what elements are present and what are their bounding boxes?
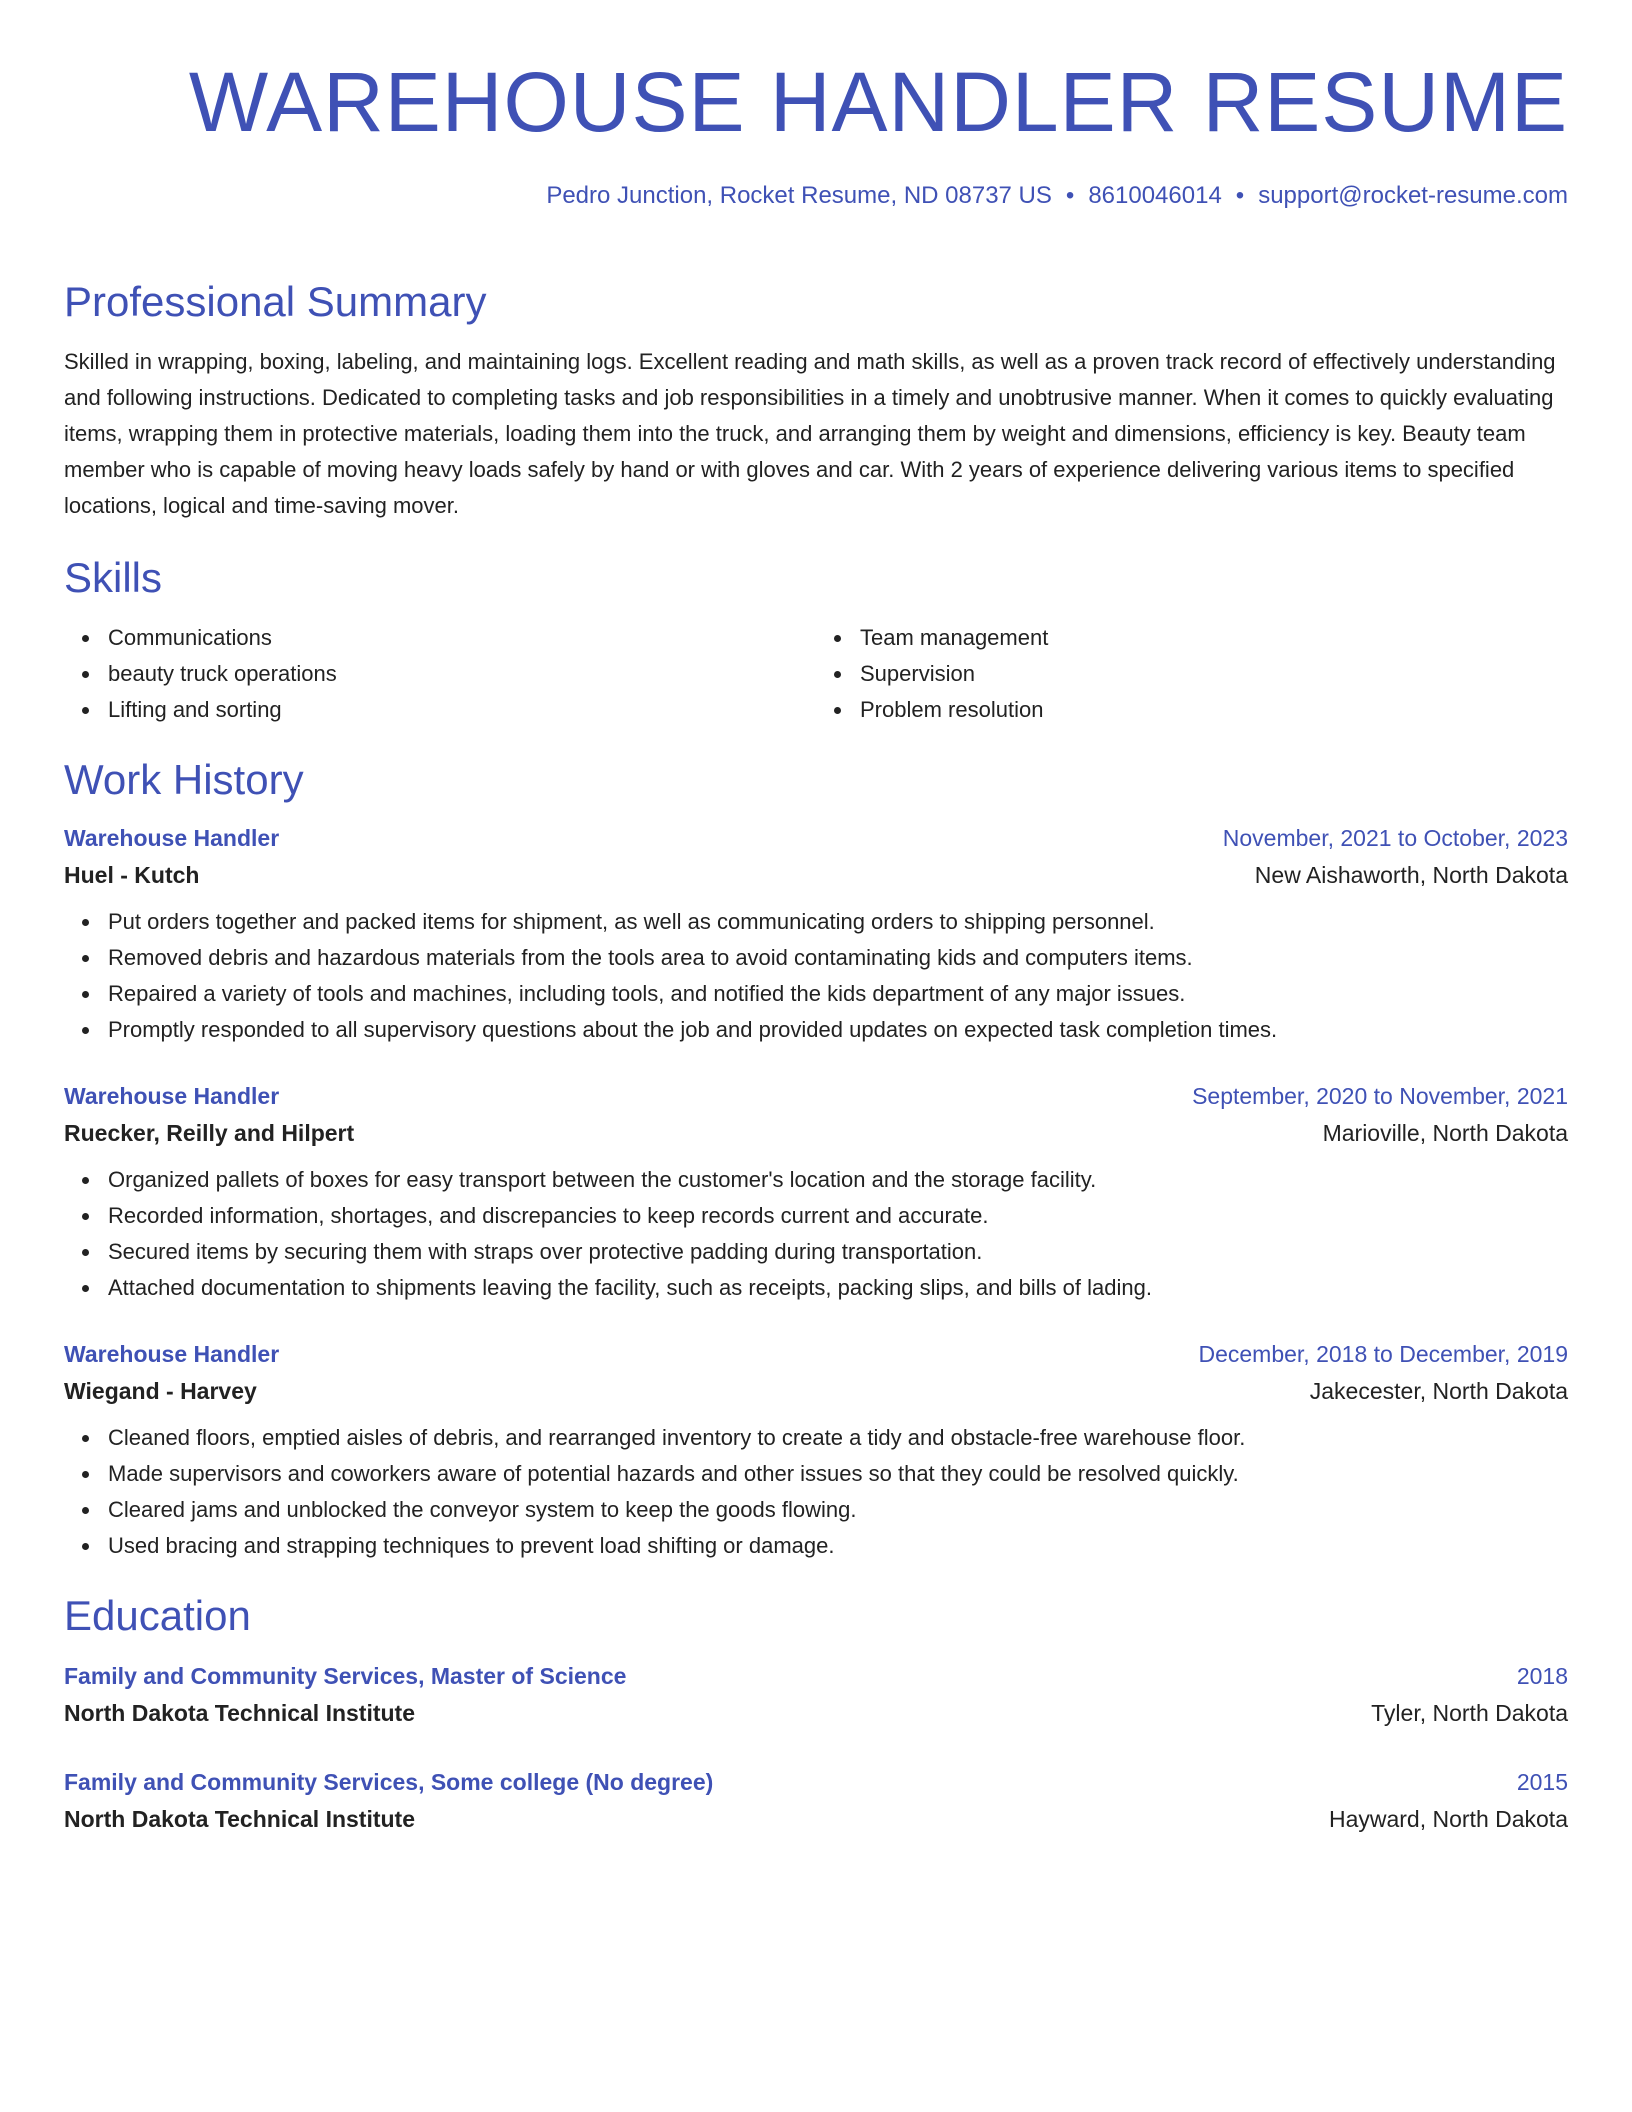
skill-item: Team management (860, 620, 1568, 656)
job-location: Marioville, North Dakota (1322, 1120, 1568, 1146)
skill-item: Lifting and sorting (108, 692, 816, 728)
job-title: Warehouse Handler (64, 1341, 280, 1367)
job-entry (64, 1336, 1568, 1564)
job-company-row (64, 1372, 1568, 1410)
summary-section (64, 276, 1568, 524)
contact-separator: • (1065, 182, 1075, 209)
job-bullet: Promptly responded to all supervisory questions about the job and provided updates on expected task completion times. (108, 1012, 1568, 1048)
contact-address: Pedro Junction, Rocket Resume, ND 08737 US (546, 182, 1052, 209)
skills-columns (64, 620, 1568, 728)
job-company: Wiegand - Harvey (64, 1378, 257, 1404)
education-section (64, 1590, 1568, 1838)
job-company-row (64, 1114, 1568, 1152)
job-bullets (64, 1162, 1568, 1306)
education-school: North Dakota Technical Institute (64, 1806, 416, 1832)
education-school-row (64, 1800, 1568, 1838)
skills-list-right (816, 620, 1568, 728)
job-location: Jakecester, North Dakota (1309, 1378, 1568, 1404)
job-dates: December, 2018 to December, 2019 (1198, 1341, 1568, 1367)
summary-heading: Professional Summary (64, 278, 487, 325)
job-company: Huel - Kutch (64, 862, 200, 888)
education-header-row (64, 1658, 1568, 1694)
education-year: 2018 (1516, 1663, 1568, 1689)
contact-line (546, 180, 1568, 212)
job-bullet: Repaired a variety of tools and machines, including tools, and notified the kids department of any major issues. (108, 976, 1568, 1012)
job-title: Warehouse Handler (64, 1083, 280, 1109)
education-heading: Education (64, 1592, 251, 1639)
job-header-row (64, 1078, 1568, 1114)
job-dates: November, 2021 to October, 2023 (1222, 825, 1568, 851)
job-header-row (64, 820, 1568, 856)
contact-email[interactable]: support@rocket-resume.com (1258, 182, 1568, 209)
skills-section (64, 552, 1568, 728)
education-location: Hayward, North Dakota (1328, 1806, 1568, 1832)
job-bullet: Secured items by securing them with straps over protective padding during transportation. (108, 1234, 1568, 1270)
job-entry (64, 820, 1568, 1048)
contact-phone: 8610046014 (1088, 182, 1222, 209)
education-school: North Dakota Technical Institute (64, 1700, 416, 1726)
job-bullet: Cleaned floors, emptied aisles of debris, and rearranged inventory to create a tidy and obstacle-free warehouse floor. (108, 1420, 1568, 1456)
job-bullet: Used bracing and strapping techniques to prevent load shifting or damage. (108, 1528, 1568, 1564)
job-title: Warehouse Handler (64, 825, 280, 851)
education-degree: Family and Community Services, Some college (No degree) (64, 1769, 714, 1795)
skill-item: Problem resolution (860, 692, 1568, 728)
job-bullet: Made supervisors and coworkers aware of potential hazards and other issues so that they could be resolved quickly. (108, 1456, 1568, 1492)
job-bullet: Organized pallets of boxes for easy transport between the customer's location and the storage facility. (108, 1162, 1568, 1198)
job-bullet: Recorded information, shortages, and discrepancies to keep records current and accurate. (108, 1198, 1568, 1234)
education-entry (64, 1658, 1568, 1732)
job-bullet: Cleared jams and unblocked the conveyor system to keep the goods flowing. (108, 1492, 1568, 1528)
job-bullet: Put orders together and packed items for shipment, as well as communicating orders to shipping personnel. (108, 904, 1568, 940)
education-school-row (64, 1694, 1568, 1732)
job-entry (64, 1078, 1568, 1306)
skills-heading: Skills (64, 554, 163, 601)
education-location: Tyler, North Dakota (1371, 1700, 1568, 1726)
job-bullets (64, 1420, 1568, 1564)
job-header-row (64, 1336, 1568, 1372)
job-bullets (64, 904, 1568, 1048)
skill-item: beauty truck operations (108, 656, 816, 692)
summary-text: Skilled in wrapping, boxing, labeling, and maintaining logs. Excellent reading and math skills, as well as a proven track record of effectively understanding and following instructions. Dedicated to completing tasks and job responsibilities in a timely and unobtrusive manner. When it comes to quickly evaluating items, wrapping them in protective materials, loading them into the truck, and arranging them by weight and dimensions, efficiency is key. Beauty team member who is capable of moving heavy loads safely by hand or with gloves and car. With 2 years of experience delivering various items to specified locations, logical and time-saving mover. (64, 349, 1556, 518)
education-degree: Family and Community Services, Master of Science (64, 1663, 627, 1689)
education-header-row (64, 1764, 1568, 1800)
skill-item: Communications (108, 620, 816, 656)
job-bullet: Attached documentation to shipments leaving the facility, such as receipts, packing slips, and bills of lading. (108, 1270, 1568, 1306)
contact-separator: • (1235, 182, 1245, 209)
job-company-row (64, 856, 1568, 894)
resume-title: WAREHOUSE HANDLER RESUME (188, 55, 1568, 149)
skills-list-left (64, 620, 816, 728)
work-heading: Work History (64, 756, 304, 803)
job-location: New Aishaworth, North Dakota (1254, 862, 1568, 888)
education-year: 2015 (1516, 1769, 1568, 1795)
job-company: Ruecker, Reilly and Hilpert (64, 1120, 355, 1146)
education-entry (64, 1764, 1568, 1838)
skill-item: Supervision (860, 656, 1568, 692)
job-bullet: Removed debris and hazardous materials from the tools area to avoid contaminating kids and computers items. (108, 940, 1568, 976)
work-section (64, 754, 1568, 1564)
job-dates: September, 2020 to November, 2021 (1192, 1083, 1568, 1109)
